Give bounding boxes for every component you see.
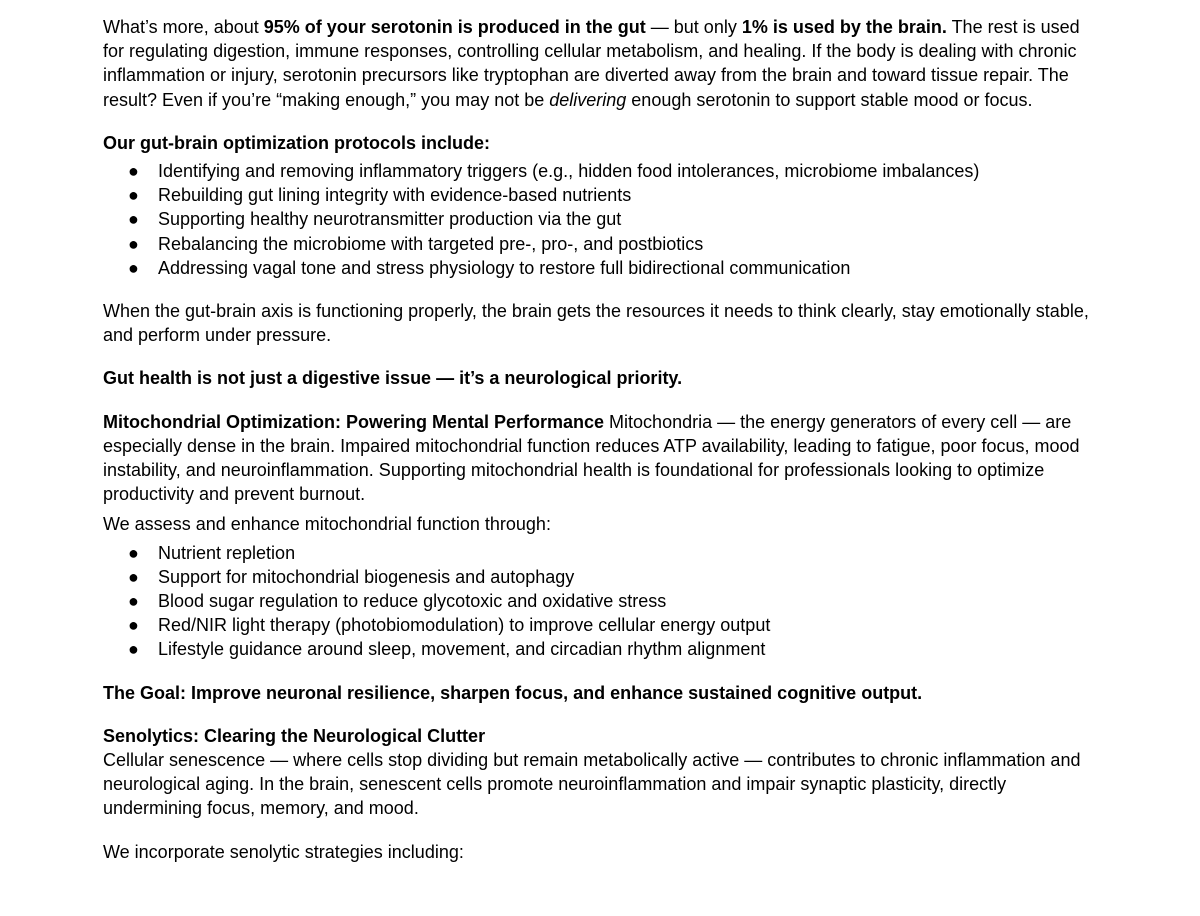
- bullet-icon: ●: [128, 566, 139, 587]
- bullet-icon: ●: [128, 257, 139, 278]
- list-item: ● Rebuilding gut lining integrity with evidence-based nutrients: [103, 183, 1103, 207]
- list-item: ● Blood sugar regulation to reduce glycotoxic and oxidative stress: [103, 589, 1103, 613]
- bullet-icon: ●: [128, 615, 139, 636]
- bullet-icon: ●: [128, 161, 139, 182]
- list-item: ● Nutrient repletion: [103, 541, 1103, 565]
- list-item: ● Supporting healthy neurotransmitter production via the gut: [103, 207, 1103, 231]
- serotonin-brain-stat: 1% is used by the brain.: [741, 17, 947, 37]
- list-item: ● Lifestyle guidance around sleep, movement, and circadian rhythm alignment: [103, 637, 1103, 661]
- list-item: ● Support for mitochondrial biogenesis and autophagy: [103, 565, 1103, 589]
- mito-list: [103, 541, 1103, 662]
- list-item: ● Rebalancing the microbiome with targeted pre-, pro-, and postbiotics: [103, 232, 1103, 256]
- gut-protocols-heading: Our gut-brain optimization protocols include:: [103, 132, 490, 153]
- senolytics-paragraph: Cellular senescence — where cells stop dividing but remain metabolically active — contributes to chronic inflammation and neurological aging. In the brain, senescent cells promote neuroinflammation and impair synaptic plasticity, directly undermining focus, memory, and mood.: [103, 750, 1081, 819]
- senolytics-heading: Senolytics: Clearing the Neurological Clutter: [103, 725, 486, 746]
- bullet-icon: ●: [128, 233, 139, 254]
- mito-lead: We assess and enhance mitochondrial function through:: [103, 514, 551, 535]
- gut-axis-paragraph: When the gut-brain axis is functioning properly, the brain gets the resources it needs to think clearly, stay emotionally stable, and perform under pressure.: [103, 301, 1089, 346]
- list-item: ● Addressing vagal tone and stress physiology to restore full bidirectional communication: [103, 256, 1103, 280]
- bullet-icon: ●: [128, 591, 139, 612]
- list-item: ● Red/NIR light therapy (photobiomodulation) to improve cellular energy output: [103, 613, 1103, 637]
- bullet-icon: ●: [128, 639, 139, 660]
- gut-priority-statement: Gut health is not just a digestive issue — it’s a neurological priority.: [103, 368, 683, 389]
- goal-statement: The Goal: Improve neuronal resilience, sharpen focus, and enhance sustained cognitive output.: [103, 682, 923, 703]
- list-item: ● Identifying and removing inflammatory triggers (e.g., hidden food intolerances, microbiome imbalances): [103, 159, 1103, 183]
- mito-heading: Mitochondrial Optimization: Powering Mental Performance: [103, 411, 605, 432]
- bullet-icon: ●: [128, 542, 139, 563]
- bullet-icon: ●: [128, 185, 139, 206]
- gut-protocols-list: [103, 159, 1103, 280]
- delivering-emphasis: delivering: [549, 89, 627, 110]
- senolytics-lead: We incorporate senolytic strategies including:: [103, 841, 464, 862]
- intro-paragraph: What’s more, about 95% of your serotonin is produced in the gut — but only 1% is used by the brain. The rest is used for regulating digestion, immune responses, controlling cellular metabolism, and healing. If the body is dealing with chronic inflammation or injury, serotonin precursors like tryptophan are diverted away from the brain and toward tissue repair. The result? Even if you’re “making enough,” you may not be delivering enough serotonin to support stable mood or focus.: [103, 17, 1080, 110]
- bullet-icon: ●: [128, 209, 139, 230]
- mito-paragraph: Mitochondrial Optimization: Powering Mental Performance Mitochondria — the energy generators of every cell — are especially dense in the brain. Impaired mitochondrial function reduces ATP availability, leading to fatigue, poor focus, mood instability, and neuroinflammation. Supporting mitochondrial health is foundational for professionals looking to optimize productivity and prevent burnout.: [103, 411, 1080, 505]
- serotonin-gut-stat: 95% of your serotonin is produced in the gut: [263, 17, 646, 37]
